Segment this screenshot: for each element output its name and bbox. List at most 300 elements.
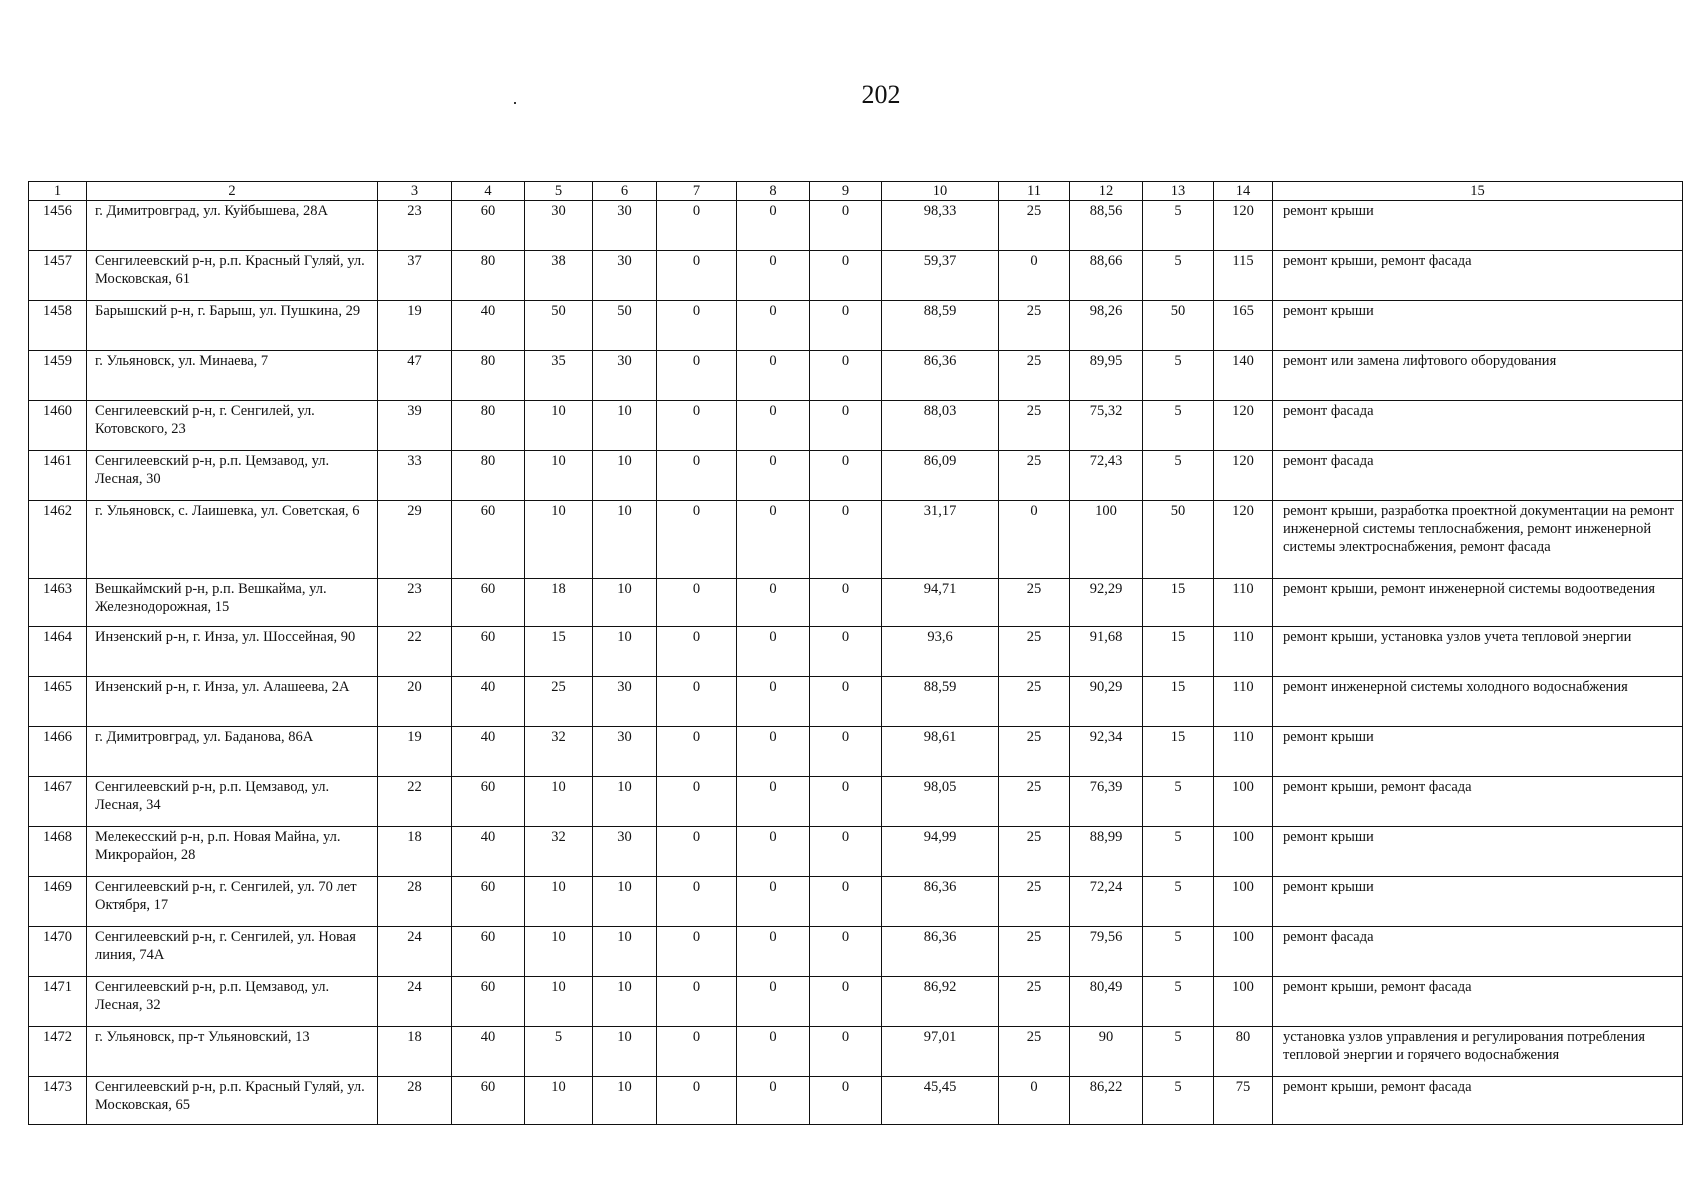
table-row <box>29 251 1683 301</box>
cell-col-13: 5 <box>1143 401 1214 451</box>
cell-col-9: 0 <box>810 351 882 401</box>
cell-col-9: 0 <box>810 827 882 877</box>
cell-col-3: 33 <box>378 451 452 501</box>
table-row <box>29 977 1683 1027</box>
cell-row-number: 1473 <box>29 1077 87 1125</box>
cell-address: Сенгилеевский р-н, г. Сенгилей, ул. 70 лет Октября, 17 <box>87 877 378 927</box>
cell-col-10: 86,09 <box>882 451 999 501</box>
cell-col-6: 10 <box>593 927 657 977</box>
cell-col-11: 25 <box>999 301 1070 351</box>
cell-address: Инзенский р-н, г. Инза, ул. Шоссейная, 90 <box>87 627 378 677</box>
cell-col-14: 75 <box>1214 1077 1273 1125</box>
cell-col-13: 5 <box>1143 1027 1214 1077</box>
cell-work-types: ремонт крыши <box>1273 727 1683 777</box>
cell-col-8: 0 <box>737 827 810 877</box>
cell-address: г. Ульяновск, ул. Минаева, 7 <box>87 351 378 401</box>
cell-col-6: 10 <box>593 877 657 927</box>
cell-col-9: 0 <box>810 627 882 677</box>
cell-col-9: 0 <box>810 677 882 727</box>
cell-col-4: 60 <box>452 501 525 579</box>
cell-col-14: 120 <box>1214 451 1273 501</box>
cell-col-7: 0 <box>657 251 737 301</box>
cell-address: Сенгилеевский р-н, р.п. Красный Гуляй, ул. Московская, 61 <box>87 251 378 301</box>
cell-col-7: 0 <box>657 451 737 501</box>
cell-col-3: 39 <box>378 401 452 451</box>
cell-col-13: 5 <box>1143 451 1214 501</box>
cell-row-number: 1462 <box>29 501 87 579</box>
cell-col-8: 0 <box>737 727 810 777</box>
cell-col-9: 0 <box>810 301 882 351</box>
cell-col-5: 18 <box>525 579 593 627</box>
cell-col-14: 165 <box>1214 301 1273 351</box>
cell-col-13: 5 <box>1143 777 1214 827</box>
cell-col-3: 23 <box>378 579 452 627</box>
cell-address: Мелекесский р-н, р.п. Новая Майна, ул. Микрорайон, 28 <box>87 827 378 877</box>
cell-col-3: 22 <box>378 627 452 677</box>
cell-col-9: 0 <box>810 579 882 627</box>
cell-col-8: 0 <box>737 301 810 351</box>
cell-col-4: 40 <box>452 827 525 877</box>
cell-col-7: 0 <box>657 677 737 727</box>
cell-col-4: 60 <box>452 627 525 677</box>
cell-address: Сенгилеевский р-н, р.п. Цемзавод, ул. Лесная, 32 <box>87 977 378 1027</box>
cell-col-3: 29 <box>378 501 452 579</box>
cell-row-number: 1472 <box>29 1027 87 1077</box>
cell-col-4: 60 <box>452 201 525 251</box>
table-row <box>29 727 1683 777</box>
cell-col-3: 37 <box>378 251 452 301</box>
cell-col-12: 72,43 <box>1070 451 1143 501</box>
cell-work-types: ремонт или замена лифтового оборудования <box>1273 351 1683 401</box>
cell-col-7: 0 <box>657 777 737 827</box>
table-row <box>29 1077 1683 1125</box>
cell-address: г. Ульяновск, пр-т Ульяновский, 13 <box>87 1027 378 1077</box>
cell-col-14: 110 <box>1214 579 1273 627</box>
cell-col-3: 22 <box>378 777 452 827</box>
cell-col-13: 5 <box>1143 927 1214 977</box>
cell-col-6: 30 <box>593 351 657 401</box>
cell-col-10: 86,92 <box>882 977 999 1027</box>
cell-col-11: 25 <box>999 351 1070 401</box>
cell-address: Сенгилеевский р-н, р.п. Красный Гуляй, ул. Московская, 65 <box>87 1077 378 1125</box>
cell-col-12: 88,66 <box>1070 251 1143 301</box>
scan-artifact <box>514 102 516 104</box>
cell-col-8: 0 <box>737 627 810 677</box>
cell-address: г. Ульяновск, с. Лаишевка, ул. Советская, 6 <box>87 501 378 579</box>
cell-work-types: ремонт крыши, ремонт фасада <box>1273 1077 1683 1125</box>
cell-col-14: 100 <box>1214 777 1273 827</box>
cell-col-12: 88,56 <box>1070 201 1143 251</box>
cell-col-4: 60 <box>452 1077 525 1125</box>
cell-col-14: 120 <box>1214 201 1273 251</box>
cell-row-number: 1459 <box>29 351 87 401</box>
column-header-10: 10 <box>882 182 999 201</box>
cell-col-6: 10 <box>593 401 657 451</box>
cell-col-6: 30 <box>593 251 657 301</box>
cell-col-13: 5 <box>1143 827 1214 877</box>
cell-col-14: 100 <box>1214 877 1273 927</box>
cell-col-6: 10 <box>593 1077 657 1125</box>
cell-col-7: 0 <box>657 201 737 251</box>
cell-col-9: 0 <box>810 877 882 927</box>
cell-col-14: 100 <box>1214 977 1273 1027</box>
cell-col-5: 25 <box>525 677 593 727</box>
cell-row-number: 1460 <box>29 401 87 451</box>
cell-col-10: 86,36 <box>882 927 999 977</box>
cell-col-10: 59,37 <box>882 251 999 301</box>
cell-address: Инзенский р-н, г. Инза, ул. Алашеева, 2А <box>87 677 378 727</box>
cell-col-6: 10 <box>593 977 657 1027</box>
cell-col-5: 10 <box>525 977 593 1027</box>
cell-col-14: 110 <box>1214 727 1273 777</box>
cell-col-8: 0 <box>737 977 810 1027</box>
cell-col-11: 25 <box>999 977 1070 1027</box>
cell-col-13: 5 <box>1143 201 1214 251</box>
cell-col-12: 91,68 <box>1070 627 1143 677</box>
cell-col-12: 79,56 <box>1070 927 1143 977</box>
cell-work-types: ремонт крыши, разработка проектной документации на ремонт инженерной системы теплоснабжения, ремонт инженерной системы электроснабжения, ремонт фасада <box>1273 501 1683 579</box>
cell-col-4: 80 <box>452 251 525 301</box>
cell-row-number: 1463 <box>29 579 87 627</box>
cell-col-4: 40 <box>452 301 525 351</box>
cell-col-12: 75,32 <box>1070 401 1143 451</box>
cell-col-5: 5 <box>525 1027 593 1077</box>
cell-address: Сенгилеевский р-н, г. Сенгилей, ул. Новая линия, 74А <box>87 927 378 977</box>
cell-col-7: 0 <box>657 351 737 401</box>
cell-col-11: 25 <box>999 877 1070 927</box>
cell-address: Барышский р-н, г. Барыш, ул. Пушкина, 29 <box>87 301 378 351</box>
cell-col-4: 80 <box>452 401 525 451</box>
cell-col-11: 0 <box>999 501 1070 579</box>
cell-col-13: 5 <box>1143 251 1214 301</box>
cell-col-3: 18 <box>378 827 452 877</box>
cell-col-3: 23 <box>378 201 452 251</box>
header-row <box>29 182 1683 201</box>
cell-col-12: 86,22 <box>1070 1077 1143 1125</box>
column-header-14: 14 <box>1214 182 1273 201</box>
cell-col-10: 88,59 <box>882 301 999 351</box>
cell-row-number: 1469 <box>29 877 87 927</box>
cell-col-14: 110 <box>1214 677 1273 727</box>
cell-col-14: 100 <box>1214 827 1273 877</box>
cell-col-8: 0 <box>737 579 810 627</box>
cell-col-7: 0 <box>657 1077 737 1125</box>
cell-col-11: 25 <box>999 201 1070 251</box>
cell-col-11: 25 <box>999 627 1070 677</box>
cell-col-10: 97,01 <box>882 1027 999 1077</box>
cell-col-3: 18 <box>378 1027 452 1077</box>
cell-row-number: 1465 <box>29 677 87 727</box>
cell-work-types: ремонт крыши, ремонт фасада <box>1273 977 1683 1027</box>
cell-col-12: 72,24 <box>1070 877 1143 927</box>
cell-col-3: 24 <box>378 977 452 1027</box>
cell-col-9: 0 <box>810 927 882 977</box>
cell-col-11: 25 <box>999 1027 1070 1077</box>
cell-col-7: 0 <box>657 827 737 877</box>
cell-col-11: 0 <box>999 251 1070 301</box>
cell-col-3: 28 <box>378 1077 452 1125</box>
column-header-4: 4 <box>452 182 525 201</box>
table-row <box>29 351 1683 401</box>
cell-col-11: 25 <box>999 927 1070 977</box>
cell-col-10: 45,45 <box>882 1077 999 1125</box>
cell-col-4: 40 <box>452 727 525 777</box>
cell-col-14: 120 <box>1214 501 1273 579</box>
cell-col-8: 0 <box>737 1077 810 1125</box>
cell-col-12: 90,29 <box>1070 677 1143 727</box>
cell-col-3: 20 <box>378 677 452 727</box>
cell-col-5: 32 <box>525 727 593 777</box>
cell-col-4: 60 <box>452 977 525 1027</box>
cell-row-number: 1458 <box>29 301 87 351</box>
cell-work-types: ремонт инженерной системы холодного водоснабжения <box>1273 677 1683 727</box>
cell-col-8: 0 <box>737 877 810 927</box>
cell-col-4: 60 <box>452 877 525 927</box>
cell-work-types: ремонт фасада <box>1273 927 1683 977</box>
cell-col-7: 0 <box>657 501 737 579</box>
cell-col-10: 98,61 <box>882 727 999 777</box>
column-header-1: 1 <box>29 182 87 201</box>
column-header-12: 12 <box>1070 182 1143 201</box>
cell-col-14: 100 <box>1214 927 1273 977</box>
cell-address: Сенгилеевский р-н, р.п. Цемзавод, ул. Лесная, 34 <box>87 777 378 827</box>
cell-col-12: 92,29 <box>1070 579 1143 627</box>
cell-col-13: 15 <box>1143 677 1214 727</box>
cell-col-7: 0 <box>657 579 737 627</box>
cell-col-9: 0 <box>810 977 882 1027</box>
column-header-7: 7 <box>657 182 737 201</box>
cell-work-types: ремонт крыши <box>1273 877 1683 927</box>
cell-col-10: 94,99 <box>882 827 999 877</box>
cell-col-4: 40 <box>452 677 525 727</box>
cell-col-13: 15 <box>1143 727 1214 777</box>
column-header-9: 9 <box>810 182 882 201</box>
cell-col-5: 10 <box>525 451 593 501</box>
cell-col-7: 0 <box>657 301 737 351</box>
cell-col-11: 25 <box>999 451 1070 501</box>
table-row <box>29 827 1683 877</box>
cell-col-11: 0 <box>999 1077 1070 1125</box>
cell-col-9: 0 <box>810 401 882 451</box>
table-row <box>29 401 1683 451</box>
cell-col-10: 86,36 <box>882 877 999 927</box>
cell-col-13: 5 <box>1143 351 1214 401</box>
cell-col-9: 0 <box>810 501 882 579</box>
cell-col-5: 10 <box>525 1077 593 1125</box>
cell-col-5: 50 <box>525 301 593 351</box>
data-table <box>28 181 1683 1125</box>
cell-col-10: 93,6 <box>882 627 999 677</box>
cell-row-number: 1464 <box>29 627 87 677</box>
cell-col-12: 88,99 <box>1070 827 1143 877</box>
cell-col-3: 19 <box>378 727 452 777</box>
cell-col-12: 80,49 <box>1070 977 1143 1027</box>
cell-col-12: 92,34 <box>1070 727 1143 777</box>
cell-col-13: 50 <box>1143 501 1214 579</box>
cell-col-14: 120 <box>1214 401 1273 451</box>
cell-col-8: 0 <box>737 1027 810 1077</box>
cell-col-10: 98,33 <box>882 201 999 251</box>
cell-col-8: 0 <box>737 777 810 827</box>
cell-row-number: 1466 <box>29 727 87 777</box>
cell-work-types: установка узлов управления и регулирования потребления тепловой энергии и горячего водоснабжения <box>1273 1027 1683 1077</box>
cell-col-7: 0 <box>657 977 737 1027</box>
cell-col-4: 80 <box>452 451 525 501</box>
cell-col-12: 100 <box>1070 501 1143 579</box>
cell-address: Вешкаймский р-н, р.п. Вешкайма, ул. Железнодорожная, 15 <box>87 579 378 627</box>
cell-col-7: 0 <box>657 877 737 927</box>
cell-address: г. Димитровград, ул. Баданова, 86А <box>87 727 378 777</box>
cell-col-7: 0 <box>657 927 737 977</box>
column-header-13: 13 <box>1143 182 1214 201</box>
cell-col-8: 0 <box>737 401 810 451</box>
cell-col-10: 31,17 <box>882 501 999 579</box>
cell-col-5: 10 <box>525 927 593 977</box>
cell-col-8: 0 <box>737 451 810 501</box>
cell-col-4: 60 <box>452 927 525 977</box>
cell-col-6: 10 <box>593 501 657 579</box>
cell-col-11: 25 <box>999 727 1070 777</box>
cell-col-9: 0 <box>810 727 882 777</box>
cell-col-11: 25 <box>999 677 1070 727</box>
cell-col-8: 0 <box>737 927 810 977</box>
cell-col-5: 10 <box>525 501 593 579</box>
cell-col-5: 32 <box>525 827 593 877</box>
cell-col-10: 94,71 <box>882 579 999 627</box>
table-row <box>29 501 1683 579</box>
cell-row-number: 1471 <box>29 977 87 1027</box>
cell-work-types: ремонт крыши, ремонт инженерной системы водоотведения <box>1273 579 1683 627</box>
cell-col-4: 40 <box>452 1027 525 1077</box>
cell-col-5: 15 <box>525 627 593 677</box>
cell-col-14: 110 <box>1214 627 1273 677</box>
cell-col-6: 10 <box>593 627 657 677</box>
cell-col-5: 10 <box>525 877 593 927</box>
table-row <box>29 1027 1683 1077</box>
cell-col-6: 30 <box>593 727 657 777</box>
column-header-3: 3 <box>378 182 452 201</box>
cell-work-types: ремонт фасада <box>1273 451 1683 501</box>
cell-col-6: 10 <box>593 579 657 627</box>
cell-col-3: 19 <box>378 301 452 351</box>
table-row <box>29 451 1683 501</box>
cell-col-13: 5 <box>1143 877 1214 927</box>
column-header-11: 11 <box>999 182 1070 201</box>
page-number: 202 <box>861 80 901 109</box>
cell-col-9: 0 <box>810 777 882 827</box>
cell-col-10: 98,05 <box>882 777 999 827</box>
cell-col-3: 24 <box>378 927 452 977</box>
cell-col-12: 76,39 <box>1070 777 1143 827</box>
cell-row-number: 1467 <box>29 777 87 827</box>
cell-col-6: 30 <box>593 827 657 877</box>
cell-col-13: 15 <box>1143 627 1214 677</box>
cell-col-13: 5 <box>1143 1077 1214 1125</box>
cell-col-8: 0 <box>737 251 810 301</box>
cell-address: г. Димитровград, ул. Куйбышева, 28А <box>87 201 378 251</box>
cell-col-5: 10 <box>525 401 593 451</box>
table-row <box>29 927 1683 977</box>
cell-col-12: 89,95 <box>1070 351 1143 401</box>
cell-row-number: 1461 <box>29 451 87 501</box>
column-header-8: 8 <box>737 182 810 201</box>
cell-col-3: 47 <box>378 351 452 401</box>
cell-col-6: 50 <box>593 301 657 351</box>
cell-col-10: 88,03 <box>882 401 999 451</box>
cell-row-number: 1456 <box>29 201 87 251</box>
cell-col-5: 35 <box>525 351 593 401</box>
cell-col-13: 15 <box>1143 579 1214 627</box>
cell-col-14: 115 <box>1214 251 1273 301</box>
cell-col-6: 10 <box>593 451 657 501</box>
table-header <box>29 182 1683 201</box>
cell-col-11: 25 <box>999 777 1070 827</box>
cell-work-types: ремонт крыши <box>1273 201 1683 251</box>
cell-col-5: 10 <box>525 777 593 827</box>
table-row <box>29 877 1683 927</box>
cell-col-7: 0 <box>657 727 737 777</box>
cell-col-12: 98,26 <box>1070 301 1143 351</box>
cell-col-3: 28 <box>378 877 452 927</box>
cell-col-12: 90 <box>1070 1027 1143 1077</box>
cell-col-9: 0 <box>810 1077 882 1125</box>
cell-row-number: 1457 <box>29 251 87 301</box>
cell-col-6: 30 <box>593 201 657 251</box>
cell-address: Сенгилеевский р-н, р.п. Цемзавод, ул. Лесная, 30 <box>87 451 378 501</box>
cell-col-5: 30 <box>525 201 593 251</box>
cell-col-11: 25 <box>999 401 1070 451</box>
cell-work-types: ремонт крыши <box>1273 301 1683 351</box>
cell-row-number: 1470 <box>29 927 87 977</box>
table-row <box>29 627 1683 677</box>
cell-col-11: 25 <box>999 827 1070 877</box>
column-header-2: 2 <box>87 182 378 201</box>
cell-work-types: ремонт фасада <box>1273 401 1683 451</box>
cell-col-8: 0 <box>737 677 810 727</box>
cell-col-14: 80 <box>1214 1027 1273 1077</box>
cell-col-6: 30 <box>593 677 657 727</box>
column-header-6: 6 <box>593 182 657 201</box>
cell-work-types: ремонт крыши <box>1273 827 1683 877</box>
table-row <box>29 301 1683 351</box>
column-header-15: 15 <box>1273 182 1683 201</box>
cell-col-9: 0 <box>810 1027 882 1077</box>
cell-row-number: 1468 <box>29 827 87 877</box>
cell-work-types: ремонт крыши, ремонт фасада <box>1273 251 1683 301</box>
cell-col-9: 0 <box>810 451 882 501</box>
cell-col-10: 86,36 <box>882 351 999 401</box>
cell-col-4: 80 <box>452 351 525 401</box>
cell-col-6: 10 <box>593 777 657 827</box>
table-row <box>29 677 1683 727</box>
table-row <box>29 579 1683 627</box>
cell-col-8: 0 <box>737 501 810 579</box>
table-body <box>29 201 1683 1125</box>
cell-col-7: 0 <box>657 1027 737 1077</box>
cell-work-types: ремонт крыши, ремонт фасада <box>1273 777 1683 827</box>
cell-col-8: 0 <box>737 201 810 251</box>
column-header-5: 5 <box>525 182 593 201</box>
cell-col-7: 0 <box>657 401 737 451</box>
cell-col-8: 0 <box>737 351 810 401</box>
cell-col-9: 0 <box>810 251 882 301</box>
cell-col-5: 38 <box>525 251 593 301</box>
cell-col-11: 25 <box>999 579 1070 627</box>
table-row <box>29 201 1683 251</box>
cell-col-13: 5 <box>1143 977 1214 1027</box>
table-row <box>29 777 1683 827</box>
cell-col-10: 88,59 <box>882 677 999 727</box>
